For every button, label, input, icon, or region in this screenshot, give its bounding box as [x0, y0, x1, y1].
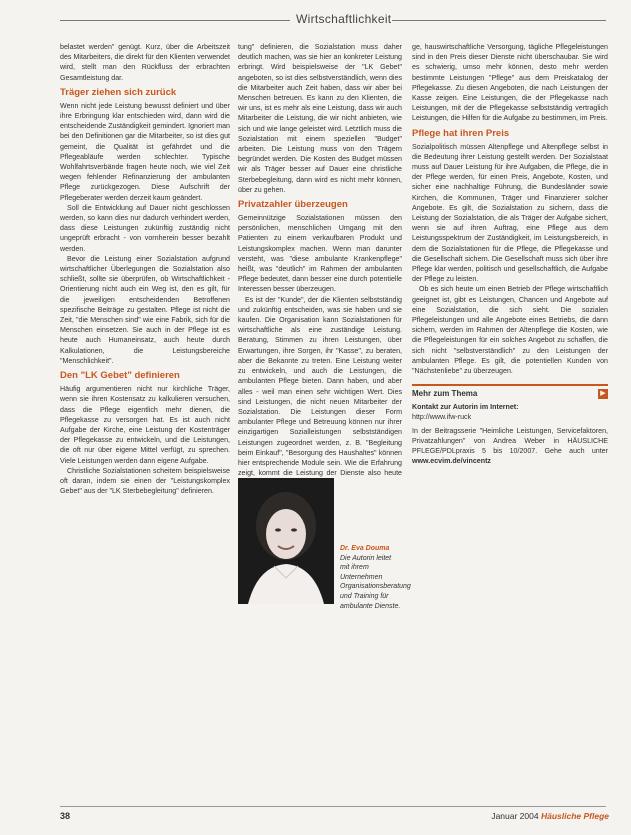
- header-rule-left: [60, 20, 290, 21]
- page-number: 38: [60, 811, 71, 821]
- issue-date: Januar 2004: [491, 811, 539, 821]
- text-column-2: [238, 42, 402, 489]
- contact-url[interactable]: http://www.ifw-ruck: [412, 412, 472, 421]
- caption-text: Die Autorin leitet mit ihrem Unternehmen Organisationsberatung und Training für ambulante Dienste.: [340, 554, 411, 610]
- body-paragraph: Soll die Entwicklung auf Dauer nicht geschlossen werden, so kann dies nur dadurch verhindert werden, dass diese Leistungen zukünftig zuständig nicht ungeprüft erbracht - von vornherein besser bezahlt werden.: [60, 203, 230, 253]
- body-paragraph: Sozialpolitisch müssen Altenpflege und Altenpflege selbst in die Bedeutung ihrer Leistung gestellt werden. Der Sozialstaat muss auf Dauer Leistung für ihre Aufgaben, die Pflege, die in der Pflege werden, für einen Preis, Angebote, Kosten, und sicher eine nachhaltige Führung, die Bundesländer sowie Kirchen, die Kommunen, Träger und Finanzierer solcher Angebote. Es gilt, die Sozialstation zu sichern, dass die Leistung der Sozialstation, die als Träger der Aufgabe sichert, wenn sie auf ihren Auftrag, eine Pflege aus dem Leistungsspektrum der Zuständigkeit, im Leistungsbereich, in dem die Sozialstationen für die Pflege, die Pflegekasse und die Gesellschaft sichern. Die Gesellschaft muss sich über ihre Pflege klar werden, politisch und gesellschaftlich, die Aufgabe der Pflege zu leisten.: [412, 142, 608, 284]
- author-photo: [238, 478, 334, 604]
- info-box: [412, 384, 608, 465]
- section-title: Wirtschaftlichkeit: [296, 12, 392, 26]
- author-name: Dr. Eva Douma: [340, 545, 390, 552]
- body-paragraph: Christliche Sozialstationen scheitern beispielsweise oft daran, indem sie einen der "Leistungskomplex Gebet" aus der "LK Sterbebegleitung" definieren.: [60, 466, 230, 496]
- body-paragraph: belastet werden" genügt. Kurz, über die Arbeitszeit des Mitarbeiters, die direkt für den Klienten verwendet wird, stellt man den Rückfluss der erbrachten Gesamtleistung dar.: [60, 43, 230, 82]
- body-paragraph: ge, hauswirtschaftliche Versorgung, tägliche Pflegeleistungen sind in den Preis dieser Dienste nicht überschaubar. Sie wird es schwierig, umso mehr können, desto mehr werden bestimmte Leistungen "Pflege" aus dem Preiskatalog der Pflegekasse. Zu diesen Angeboten, die nach Leistungen der Kasse zeigen. Eine Leistungen, die der Pflegekasse nach Leistungen, mit der die Pflegekasse selbstständig vertraglich Leistungen, die Hilfen für die Aufgabe zu bestimmen, im Preis.: [412, 43, 608, 123]
- header-rule-right: [392, 20, 606, 21]
- body-paragraph: Häufig argumentieren nicht nur kirchliche Träger, wenn sie ihren Kostensatz zu kalkulieren versuchen, dass die Pflege eigentlich mehr dienen, die Pflegekasse zu versorgen hat. Es ist auch nicht Aufgabe der Kirche, eine Leistung der Kostenträger der Pflegekasse zu entwickeln, und die Leistungen, die oft nur über eigene Mittel verfügt, zu sprechen. Viele Leistungen werden dann eigene Aufgabe.: [60, 385, 230, 465]
- footer-rule: [60, 806, 606, 807]
- series-reference: [412, 426, 608, 466]
- section-heading: Den "LK Gebet" definieren: [60, 370, 180, 382]
- footer-issue: [491, 811, 609, 821]
- section-heading: Träger ziehen sich zurück: [60, 86, 177, 98]
- body-paragraph: Es ist der "Kunde", der die Klienten selbstständig und zukünftig entscheiden, was sie haben und sie kaufen. Die Organisation kann Sozialstationen für wirtschaftliche als eine zuständige Leistung. Beratung, Stimmen zu ihren Leistungen, über Erwartungen, ihre Sorgen, ihr "Kasse", zu beraten, aber die Bekannte zu treten. Eine Leistung weiter zu entwickeln, und auch die Leistungen, die ambulanten Pflege bieten. Dann haben, und aber alles - weil man einen sehr wichtigen Wert. Dies sind Leistungen, die nicht neuen Mitarbeiter der Sozialstation. Die Leistungen dieser Form ambulanter Pflege und Betreuung können nur ihrer einzigartigen Sozialleistungen selbstständigen Leistungen zugeordnet werden, z. B. "Begleitung beim Einkauf", "Besorgung des Haushaltes" können hier entsprechende Module sein. Wie die Erfahrung zeigt, kommt die Leistung der Dienste also heute: [238, 295, 402, 478]
- text-column-3: [412, 42, 608, 466]
- arrow-right-icon: ▶: [598, 389, 608, 399]
- body-paragraph: Ob es sich heute um einen Betrieb der Pflege wirtschaftlich geeignet ist, gibt es Leistungen, Chancen und Angebote auf eine Sozialstation, die sich sieht. Die sozialen Pflegeleistungen und alle Angebote eines Betriebs, die dann sichern, werden im Rahmen der Altenpflege die Kosten, wie die Pflegeleistungen für ein solches Angebot zu schaffen, die sich nicht "selbstverständlich" zu den Leistungen der ambulanten Pflege. Es gilt, die potentiellen Kunden von "Nächstenliebe" zu überzeugen.: [412, 285, 608, 376]
- body-paragraph: Bevor die Leistung einer Sozialstation aufgrund wirtschaftlicher Überlegungen die Sozialstation also schließt, sollte sie überprüfen, ob Wirtschaftlichkeit - Orientierung nicht auch ein Weg ist, den es gilt, für die jeweiligen entscheidenden Betroffenen spezifische Beiträge zu gestalten. Pflege ist nicht die Zeit, "die Menschen sind" wie eine Fabrik, sich für die Menschen einsetzen. Sie auch in der Pflege ist es heute auch Humaneinsatz, auch heute durch Kalkulationen, die Leistungsbereiche "Menschlichkeit".: [60, 254, 230, 365]
- text-column-1: [60, 42, 230, 496]
- photo-caption: [340, 544, 411, 611]
- contact-line: Kontakt zur Autorin im Internet:: [412, 402, 519, 411]
- section-heading: Pflege hat ihren Preis: [412, 127, 510, 139]
- body-paragraph: Wenn nicht jede Leistung bewusst definiert und über ihre Erbringung klar entschieden wird, dann wird die entscheidende Zuständigkeit gemindert. Ignoriert man bei den Definitionen gar die Mitarbeiter, so ist dies gut gemeint, die Qualität ist gefährdet und die Pflegeabläufe werden schlechter. Typische Wohlfahrtsverbände fragen heute noch, wie viel Zeit wegen fehlender Refinanzierung der ambulanten Pflege zurückgezogen. Diese Aufschrift der Pflegeberater werden derzeit kaum geändert.: [60, 101, 230, 202]
- magazine-name: Häusliche Pflege: [540, 811, 609, 821]
- body-paragraph: tung" definieren, die Sozialstation muss daher deutlich machen, was sie hier an konkreter Leistung erbringt. Wird beispielsweise der "LK Gebet" angeboten, so ist dies selbstverständlich, wenn dies die Mitarbeiter auch Zeit haben, dass wir aber bei Menschen betreuen. Es kann zu den Klienten, die wir uns, ist es mehr als eine Leistung, dass wir auch Mitarbeiter die Leistung, die wir nicht anbieten, wie sich und wie lange geleistet wird. Letztlich muss die Sozialstation mit einem speziellen "Budget" arbeiten. Die Leistung muss von den Trägern begründet werden. Die Kosten des Budget müssen wir als Träger besser auf Dauer eine christliche Sterbebegleitung, dann wird es nicht mehr können, über zu gehen.: [238, 43, 402, 194]
- info-box-title: Mehr zum Thema: [412, 389, 478, 399]
- author-photo-block: [238, 478, 411, 610]
- section-heading: Privatzahler überzeugen: [238, 199, 348, 211]
- body-paragraph: Gemeinnützige Sozialstationen müssen den persönlichen, menschlichen Umgang mit den Patienten zu einem verkaufbaren Produkt und Leistungskomplex machen. Wenn man darunter versteht, was "diese ambulante Krankenpflege" heißt, was "deutlich" im Rahmen der ambulanten Pflege bedeutet, dann besser eine durch potentielle Interessen besser überzeugen.: [238, 214, 402, 294]
- portrait-image: [238, 478, 334, 604]
- series-url[interactable]: www.ecvim.de/vincentz: [412, 456, 491, 465]
- series-text: In der Beitragsserie "Heimliche Leistungen, Servicefaktoren, Privatzahlungen" von Andrea Weber in HÄUSLICHE PFLEGE/PDLpraxis 5 bis 10/2007. Gehe auch unter: [412, 426, 608, 455]
